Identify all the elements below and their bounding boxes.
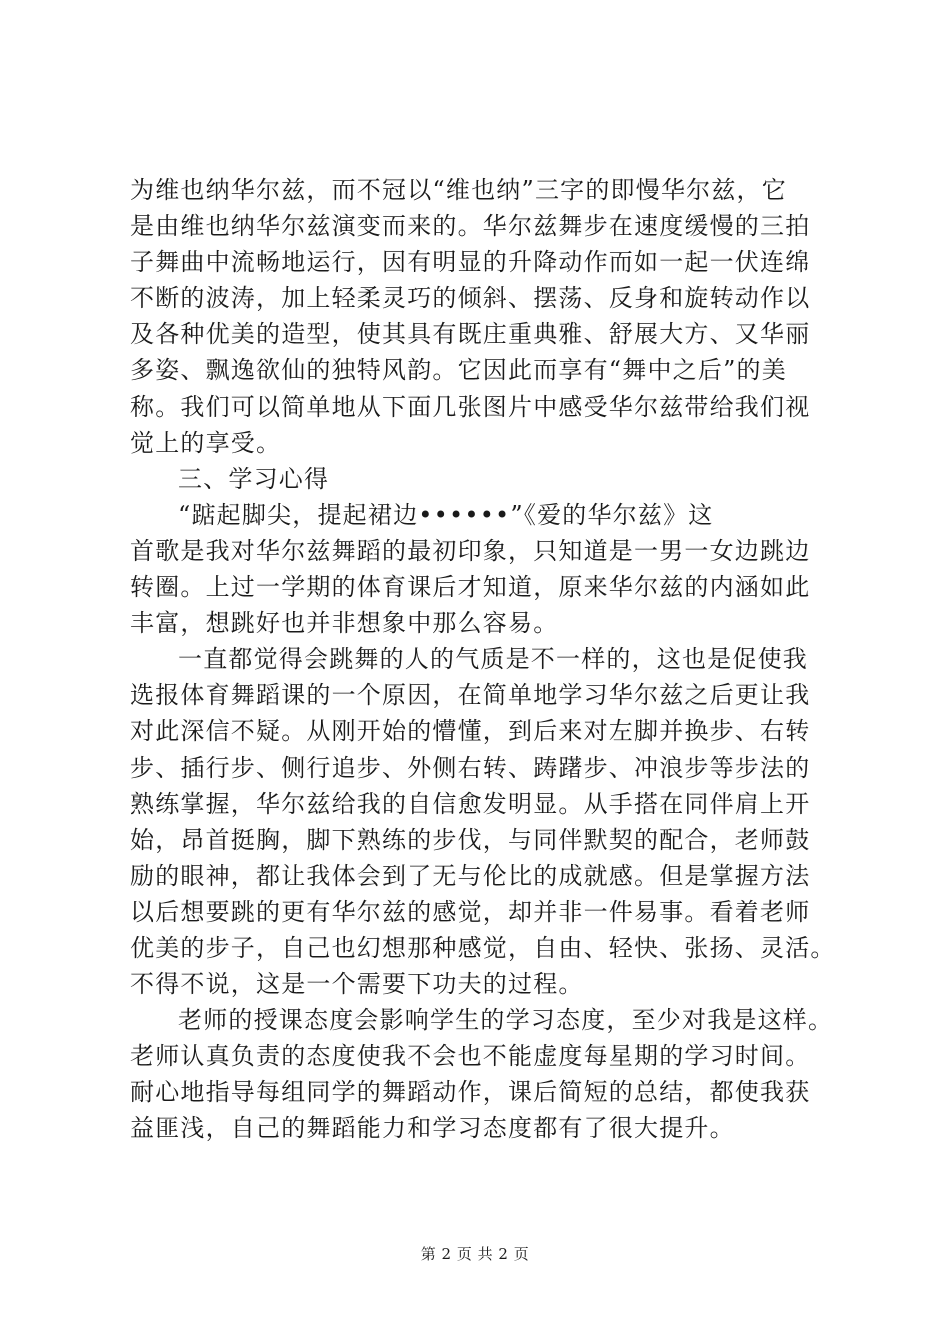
text-line: 一直都觉得会跳舞的人的气质是不一样的，这也是促使我: [178, 645, 808, 674]
text-line: 子舞曲中流畅地运行，因有明显的升降动作而如一起一伏连绵: [130, 248, 811, 277]
text-line: 觉上的享受。: [130, 428, 282, 457]
text-line: 选报体育舞蹈课的一个原因，在简单地学习华尔兹之后更让我: [130, 681, 811, 710]
text-line: 步、插行步、侧行追步、外侧右转、踌躇步、冲浪步等步法的: [130, 753, 811, 782]
text-line: 丰富，想跳好也并非想象中那么容易。: [130, 609, 559, 638]
text-line: 称。我们可以简单地从下面几张图片中感受华尔兹带给我们视: [130, 392, 811, 421]
page-number-footer: 第 2 页 共 2 页: [420, 1245, 530, 1263]
body-text: [130, 172, 836, 1147]
text-line: 是由维也纳华尔兹演变而来的。华尔兹舞步在速度缓慢的三拍: [130, 212, 811, 241]
paragraph: [130, 641, 836, 1002]
paragraph: [130, 497, 830, 641]
text-line: “踮起脚尖，提起裙边••••••”《爱的华尔兹》这: [178, 500, 714, 529]
text-line: 励的眼神，都让我体会到了无与伦比的成就感。但是掌握方法: [130, 861, 811, 890]
text-line: 以后想要跳的更有华尔兹的感觉，却并非一件易事。看着老师: [130, 897, 811, 926]
text-line: 不得不说，这是一个需要下功夫的过程。: [130, 970, 584, 999]
paragraph: [130, 1002, 834, 1146]
text-line: 及各种优美的造型，使其具有既庄重典雅、舒展大方、又华丽: [130, 320, 811, 349]
section-heading: [130, 461, 830, 497]
text-line: 对此深信不疑。从刚开始的懵懂，到后来对左脚并换步、右转: [130, 717, 811, 746]
text-line: 老师认真负责的态度使我不会也不能虚度每星期的学习时间。: [130, 1042, 811, 1071]
text-line: 耐心地指导每组同学的舞蹈动作，课后简短的总结，都使我获: [130, 1078, 811, 1107]
text-line: 多姿、飘逸欲仙的独特风韵。它因此而享有“舞中之后”的美: [130, 356, 787, 385]
text-line: 始，昂首挺胸，脚下熟练的步伐，与同伴默契的配合，老师鼓: [130, 825, 811, 854]
text-line: 老师的授课态度会影响学生的学习态度，至少对我是这样。: [178, 1006, 834, 1035]
text-line: 不断的波涛，加上轻柔灵巧的倾斜、摆荡、反身和旋转动作以: [130, 284, 811, 313]
text-line: 熟练掌握，华尔兹给我的自信愈发明显。从手搭在同伴肩上开: [130, 789, 811, 818]
heading-line: 三、学习心得: [178, 464, 330, 493]
text-line: 为维也纳华尔兹，而不冠以“维也纳”三字的即慢华尔兹，它: [130, 176, 787, 204]
text-line: 益匪浅，自己的舞蹈能力和学习态度都有了很大提升。: [130, 1114, 735, 1143]
text-line: 转圈。上过一学期的体育课后才知道，原来华尔兹的内涵如此: [130, 573, 811, 602]
text-line: 首歌是我对华尔兹舞蹈的最初印象，只知道是一男一女边跳边: [130, 536, 811, 565]
paragraph: [130, 172, 830, 461]
text-line: 优美的步子，自己也幻想那种感觉，自由、轻快、张扬、灵活。: [130, 933, 836, 962]
